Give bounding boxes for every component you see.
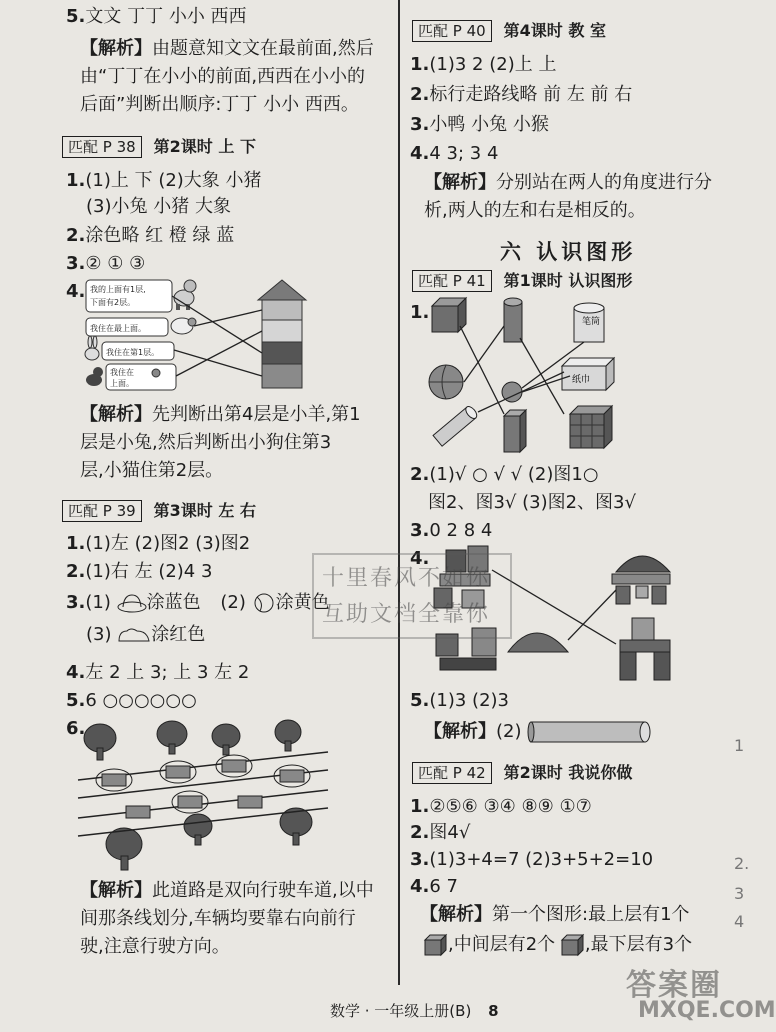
svg-text:纸巾: 纸巾 (572, 375, 591, 385)
p41-analysis: 【解析】(2) (424, 720, 657, 744)
shape-matching-figure (424, 296, 624, 456)
p41-q3: 3.0 2 8 4 (410, 520, 493, 541)
bubble-text: 上面。 (110, 379, 134, 388)
p39-analysis-line3: 驶,注意行驶方向。 (80, 936, 230, 957)
cylinder-icon (527, 720, 657, 744)
column-divider (398, 0, 400, 985)
edge-mark: 1 (734, 736, 745, 755)
p42-q1: 1.②⑤⑥ ③④ ⑧⑨ ①⑦ (410, 796, 592, 817)
p41-q1-number: 1. (410, 302, 430, 323)
section-header-p40: 匹配 P 40 第4课时 教 室 (412, 20, 606, 42)
p38-analysis-line3: 层,小猫住第2层。 (80, 460, 224, 481)
building-matching-figure (80, 278, 340, 393)
p40-q2: 2.标行走路线略 前 左 前 右 (410, 84, 633, 105)
p39-analysis-line2: 间那条线划分,车辆均要靠右向前行 (80, 908, 356, 929)
p38-q3: 3.② ① ③ (66, 253, 146, 274)
q5-analysis: 【解析】由题意知文文在最前面,然后 (80, 38, 374, 59)
p39-q3: 3.(1) 涂蓝色 (2) 涂黄色 (66, 592, 330, 613)
section-header-p39: 匹配 P 39 第3课时 左 右 (62, 500, 256, 522)
p39-q3-line2: (3) 涂红色 (86, 624, 206, 645)
p38-analysis: 【解析】先判断出第4层是小羊,第1 (80, 404, 361, 425)
sheep-icon (171, 318, 196, 334)
rabbit-icon (85, 336, 99, 360)
p42-analysis: 【解析】第一个图形:最上层有1个 (420, 904, 690, 925)
p40-q1: 1.(1)3 2 (2)上 上 (410, 54, 557, 75)
site-logo: 答案圈 MXQE.COM (626, 968, 776, 1023)
gate-structure-icon (620, 618, 670, 680)
cylinder-icon (504, 298, 522, 342)
p42-q4: 4.6 7 (410, 876, 459, 897)
cube-icon (561, 934, 585, 956)
watermark-stamp (312, 553, 512, 639)
fish-icon (152, 369, 160, 377)
cap-icon (117, 625, 151, 645)
bubble-text: 我住在 (110, 368, 134, 377)
ball-icon (252, 593, 276, 613)
p38-q1: 1.(1)上 下 (2)大象 小猪 (66, 170, 262, 191)
hat-icon (117, 593, 147, 613)
watermark-line2: 互助文档全靠你 (322, 602, 491, 627)
cuboid-icon (504, 410, 526, 452)
p41-q2-line2: 图2、图3√ (3)图2、图3√ (428, 492, 636, 513)
q5-line: 5.文文 丁丁 小小 西西 (66, 6, 247, 27)
car-icon (96, 755, 310, 818)
p39-q2: 2.(1)右 左 (2)4 3 (66, 561, 213, 582)
watermark-line1: 十里春风不如你 (322, 566, 491, 591)
matching-lines (172, 296, 262, 376)
section-header-p42: 匹配 P 42 第2课时 我说你做 (412, 762, 632, 784)
p39-analysis: 【解析】此道路是双向行驶车道,以中 (80, 880, 374, 901)
p38-q2: 2.涂色略 红 橙 绿 蓝 (66, 225, 235, 246)
section-header-p41: 匹配 P 41 第1课时 认识图形 (412, 270, 632, 292)
arch-structure-icon (612, 556, 670, 604)
bubble-text: 下面有2层。 (90, 298, 136, 307)
glue-stick-icon (433, 405, 479, 447)
edge-mark: 2. (734, 854, 750, 873)
page-number: 8 (488, 1002, 499, 1020)
q5-analysis-line2: 由“丁丁在小小的前面,西西在小小的 (80, 66, 366, 87)
tower-icon (258, 280, 306, 388)
p41-q4-number: 4. (410, 548, 430, 569)
p40-q3: 3.小鸭 小兔 小猴 (410, 114, 549, 135)
p38-q4-number: 4. (66, 281, 86, 302)
bubble-text: 我的上面有1层, (90, 285, 146, 294)
p40-analysis-line2: 析,两人的左和右是相反的。 (424, 200, 646, 221)
edge-mark: 4 (734, 912, 745, 931)
road-traffic-figure (78, 714, 338, 874)
footer-subject: 数学 · 一年级上册(B) (330, 1002, 472, 1020)
p42-q3: 3.(1)3+4=7 (2)3+5+2=10 (410, 849, 654, 870)
p40-q4: 4.4 3; 3 4 (410, 143, 499, 164)
cube-icon (424, 934, 448, 956)
p39-q4: 4.左 2 上 3; 上 3 左 2 (66, 662, 250, 683)
p42-q2: 2.图4√ (410, 822, 471, 843)
p42-analysis-line2: ,中间层有2个 ,最下层有3个 (424, 934, 692, 956)
pen-holder-icon (574, 303, 604, 342)
q5-analysis-line3: 后面”判断出顺序:丁丁 小小 西西。 (80, 94, 359, 115)
p41-q5: 5.(1)3 (2)3 (410, 690, 509, 711)
tissue-box-icon (562, 358, 614, 390)
bubble-text: 我住在第1层。 (106, 348, 160, 357)
rubik-cube-icon (570, 406, 612, 448)
page-footer (330, 1000, 499, 1021)
p39-q5: 5.6 ○○○○○○ (66, 690, 197, 711)
p38-q1-line2: (3)小兔 小猪 大象 (86, 196, 231, 217)
dog-icon (174, 280, 196, 310)
p39-q6-number: 6. (66, 718, 86, 739)
p41-q2: 2.(1)√ ○ √ √ (2)图1○ (410, 464, 599, 485)
p40-analysis: 【解析】分别站在两人的角度进行分 (424, 172, 712, 193)
section-header-p38: 匹配 P 38 第2课时 上 下 (62, 136, 256, 158)
edge-mark: 3 (734, 884, 745, 903)
p39-q1: 1.(1)左 (2)图2 (3)图2 (66, 533, 251, 554)
cat-icon (86, 367, 103, 386)
chapter-title: 六 认识图形 (500, 240, 637, 264)
bubble-text: 我住在最上面。 (90, 324, 146, 333)
svg-text:笔筒: 笔筒 (582, 317, 601, 327)
p38-analysis-line2: 层是小兔,然后判断出小狗住第3 (80, 432, 332, 453)
